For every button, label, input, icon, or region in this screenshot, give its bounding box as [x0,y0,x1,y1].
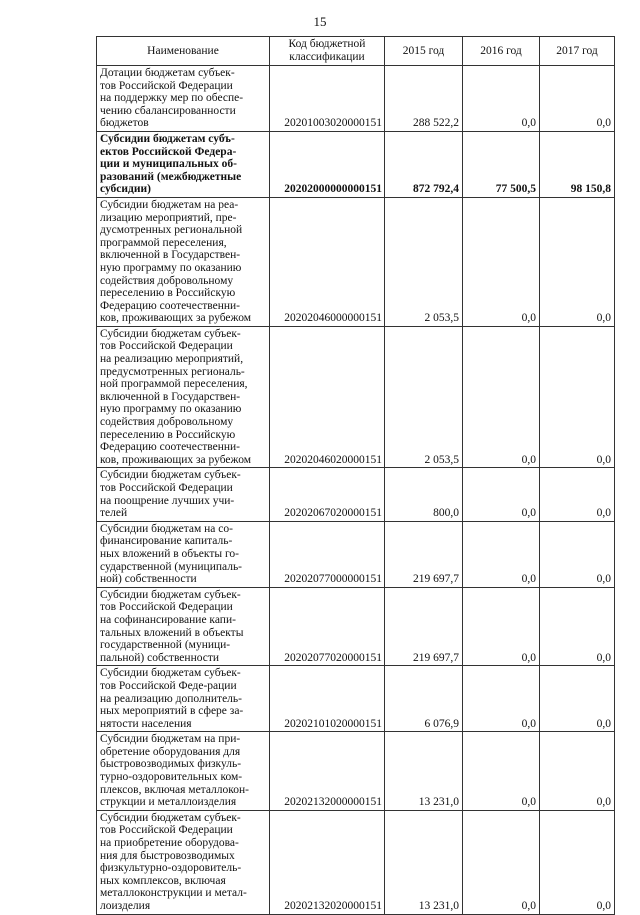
row-2015-cell: 219 697,7 [385,587,463,666]
row-2017-cell: 0,0 [540,810,615,914]
row-code-cell: 20202132000000151 [270,732,385,811]
row-2016-cell: 0,0 [463,197,540,326]
row-code-cell: 20202132020000151 [270,810,385,914]
row-2016-cell: 0,0 [463,587,540,666]
row-name-cell: Субсидии бюджетам на со- финансирование капиталь- ных вложений в объекты го- сударственной (муниципаль- ной) собственности [97,521,270,587]
header-2016: 2016 год [463,37,540,66]
row-name-cell: Субсидии бюджетам на при- обретение оборудования для быстровозводимых физкуль- турно-оздоровительных ком- плексов, включая металлокон- струкции и металлоизделия [97,732,270,811]
row-2015-cell: 288 522,2 [385,66,463,132]
table-row [97,810,615,914]
row-2017-cell: 0,0 [540,197,615,326]
row-name-cell: Субсидии бюджетам субъек- тов Российской Федерации на приобретение оборудова- ния для быстровозводимых физкультурно-оздоровитель- ных комплексов, включая металлоконструкции и метал- лоизделия [97,810,270,914]
row-2015-cell: 2 053,5 [385,197,463,326]
page-number: 15 [313,14,327,29]
row-2016-cell: 0,0 [463,732,540,811]
row-code-cell: 20201003020000151 [270,66,385,132]
table-row [97,587,615,666]
row-code-cell: 20202077020000151 [270,587,385,666]
row-2015-cell: 219 697,7 [385,521,463,587]
row-2017-cell: 0,0 [540,587,615,666]
row-code-cell: 20202000000000151 [270,131,385,197]
row-name-cell: Субсидии бюджетам субъ- ектов Российской Федера- ции и муниципальных об- разований (межбюджетные субсидии) [97,131,270,197]
row-name-cell: Субсидии бюджетам субъек- тов Российской Федерации на поощрение лучших учи- телей [97,468,270,521]
table-row [97,732,615,811]
row-2016-cell: 77 500,5 [463,131,540,197]
row-2017-cell: 0,0 [540,468,615,521]
row-2016-cell: 0,0 [463,66,540,132]
table-row [97,521,615,587]
row-2017-cell: 98 150,8 [540,131,615,197]
header-2017: 2017 год [540,37,615,66]
table-row [97,131,615,197]
row-code-cell: 20202067020000151 [270,468,385,521]
table-row [97,666,615,732]
row-2017-cell: 0,0 [540,326,615,468]
row-code-cell: 20202101020000151 [270,666,385,732]
row-2016-cell: 0,0 [463,666,540,732]
row-2016-cell: 0,0 [463,468,540,521]
header-code: Код бюджетной классификации [270,37,385,66]
row-2016-cell: 0,0 [463,521,540,587]
table-row [97,468,615,521]
row-name-cell: Субсидии бюджетам субъек- тов Российской Федерации на реализацию мероприятий, предусмотренных региональ- ной программой переселения, включенной в Государствен- ную программу по оказанию содействия добровольному переселению в Российскую Федерацию соотечественни- ков, проживающих за рубежом [97,326,270,468]
row-2017-cell: 0,0 [540,521,615,587]
row-2016-cell: 0,0 [463,326,540,468]
row-code-cell: 20202046020000151 [270,326,385,468]
table-row [97,197,615,326]
row-name-cell: Субсидии бюджетам субъек- тов Российской Феде-рации на реализацию дополнитель- ных мероприятий в сфере за- нятости населения [97,666,270,732]
row-2016-cell: 0,0 [463,810,540,914]
header-2015: 2015 год [385,37,463,66]
table-body [97,66,615,915]
row-name-cell: Дотации бюджетам субъек- тов Российской Федерации на поддержку мер по обеспе- чению сбалансированности бюджетов [97,66,270,132]
row-2015-cell: 2 053,5 [385,326,463,468]
row-2015-cell: 872 792,4 [385,131,463,197]
row-name-cell: Субсидии бюджетам на реа- лизацию мероприятий, пре- дусмотренных региональной программой переселения, включенной в Государствен- ную программу по оказанию содействия добровольному переселению в Российскую Федерацию соотечественни- ков, проживающих за рубежом [97,197,270,326]
table-header-row [97,37,615,66]
row-name-cell: Субсидии бюджетам субъек- тов Российской Федерации на софинансирование капи- тальных вложений в объекты государственной (муници- пальной) собственности [97,587,270,666]
table-row [97,66,615,132]
row-2017-cell: 0,0 [540,732,615,811]
row-code-cell: 20202046000000151 [270,197,385,326]
row-2017-cell: 0,0 [540,666,615,732]
row-2015-cell: 13 231,0 [385,810,463,914]
row-2015-cell: 800,0 [385,468,463,521]
row-2015-cell: 13 231,0 [385,732,463,811]
header-name: Наименование [97,37,270,66]
row-2015-cell: 6 076,9 [385,666,463,732]
table-row [97,326,615,468]
row-2017-cell: 0,0 [540,66,615,132]
budget-table [96,36,615,915]
row-code-cell: 20202077000000151 [270,521,385,587]
